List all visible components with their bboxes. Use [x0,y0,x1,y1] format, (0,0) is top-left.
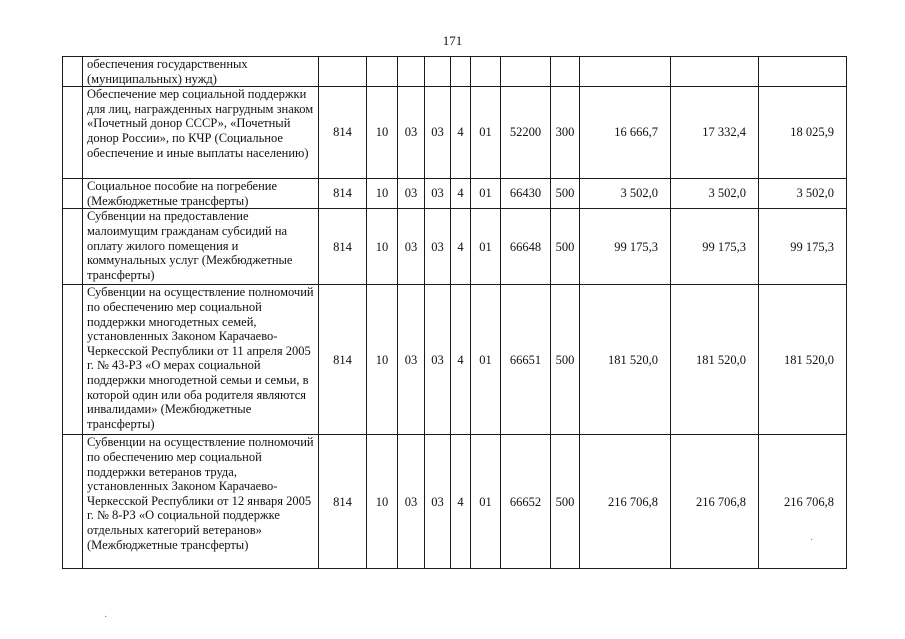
target-code-2 [451,57,471,87]
amount-year-1: 99 175,3 [580,209,671,285]
grbs-code: 814 [319,285,367,435]
target-code-4: 66651 [501,285,551,435]
amount-year-2: 17 332,4 [671,87,759,179]
table-row [63,435,847,569]
amount-year-1 [580,57,671,87]
subsection-code [398,57,425,87]
amount-year-3: 216 706,8 [759,435,847,569]
expense-type-code: 500 [551,209,580,285]
expense-name: Субвенции на осуществление полномочий по обеспечению мер социальной поддержки ветеранов труда, установленных Законом Карачаево-Черкесской Республики от 12 января 2005 г. № 8-РЗ «О социальной поддержке отдельных категорий ветеранов» (Межбюджетные трансферты) [83,435,319,569]
target-code-2: 4 [451,285,471,435]
target-code-2: 4 [451,179,471,209]
subsection-code: 03 [398,435,425,569]
target-code-3: 01 [471,209,501,285]
amount-year-1: 16 666,7 [580,87,671,179]
expense-type-code: 500 [551,285,580,435]
target-code-1: 03 [425,285,451,435]
section-code: 10 [367,435,398,569]
amount-year-2: 99 175,3 [671,209,759,285]
target-code-3: 01 [471,87,501,179]
amount-year-2 [671,57,759,87]
target-code-4: 66430 [501,179,551,209]
target-code-1: 03 [425,179,451,209]
subsection-code: 03 [398,209,425,285]
target-code-1: 03 [425,209,451,285]
amount-year-2: 216 706,8 [671,435,759,569]
table-row [63,179,847,209]
target-code-1: 03 [425,435,451,569]
target-code-3 [471,57,501,87]
section-code: 10 [367,179,398,209]
target-code-3: 01 [471,285,501,435]
table-row [63,57,847,87]
grbs-code: 814 [319,209,367,285]
number-cell [63,179,83,209]
grbs-code: 814 [319,179,367,209]
expense-name: Субвенции на предоставление малоимущим гражданам субсидий на оплату жилого помещения и коммунальных услуг (Межбюджетные трансферты) [83,209,319,285]
amount-year-3: 3 502,0 [759,179,847,209]
number-cell [63,209,83,285]
target-code-1 [425,57,451,87]
section-code: 10 [367,87,398,179]
number-cell [63,57,83,87]
target-code-1: 03 [425,87,451,179]
amount-year-1: 3 502,0 [580,179,671,209]
section-code [367,57,398,87]
amount-year-3: 99 175,3 [759,209,847,285]
amount-year-2: 181 520,0 [671,285,759,435]
section-code: 10 [367,285,398,435]
expense-type-code: 300 [551,87,580,179]
expense-name: Обеспечение мер социальной поддержки для лиц, награжденных нагрудным знаком «Почетный донор СССР», «Почетный донор России», по КЧР (Социальное обеспечение и иные выплаты населению) [83,87,319,179]
budget-table [62,56,847,569]
target-code-4: 52200 [501,87,551,179]
expense-type-code [551,57,580,87]
target-code-3: 01 [471,435,501,569]
scan-speck: · [104,612,108,623]
expense-name: обеспечения государственных (муниципальных) нужд) [83,57,319,87]
target-code-2: 4 [451,435,471,569]
target-code-4: 66648 [501,209,551,285]
section-code: 10 [367,209,398,285]
subsection-code: 03 [398,179,425,209]
amount-year-3: 181 520,0 [759,285,847,435]
grbs-code: 814 [319,87,367,179]
target-code-4 [501,57,551,87]
table-row [63,209,847,285]
table-row [63,285,847,435]
subsection-code: 03 [398,87,425,179]
number-cell [63,435,83,569]
amount-year-3: 18 025,9 [759,87,847,179]
target-code-2: 4 [451,87,471,179]
amount-year-1: 216 706,8 [580,435,671,569]
page-number: 171 [442,33,463,48]
table-row [63,87,847,179]
subsection-code: 03 [398,285,425,435]
number-cell [63,285,83,435]
amount-year-2: 3 502,0 [671,179,759,209]
expense-name: Субвенции на осуществление полномочий по обеспечению мер социальной поддержки многодетных семей, установленных Законом Карачаево-Черкесской Республики от 11 апреля 2005 г. № 43-РЗ «О мерах социальной поддержки многодетной семьи и семьи, в которой один или оба родителя являются инвалидами» (Межбюджетные трансферты) [83,285,319,435]
target-code-3: 01 [471,179,501,209]
grbs-code [319,57,367,87]
amount-year-3 [759,57,847,87]
target-code-4: 66652 [501,435,551,569]
expense-name: Социальное пособие на погребение (Межбюджетные трансферты) [83,179,319,209]
number-cell [63,87,83,179]
scan-speck: · [810,535,814,546]
expense-type-code: 500 [551,179,580,209]
amount-year-1: 181 520,0 [580,285,671,435]
expense-type-code: 500 [551,435,580,569]
grbs-code: 814 [319,435,367,569]
target-code-2: 4 [451,209,471,285]
